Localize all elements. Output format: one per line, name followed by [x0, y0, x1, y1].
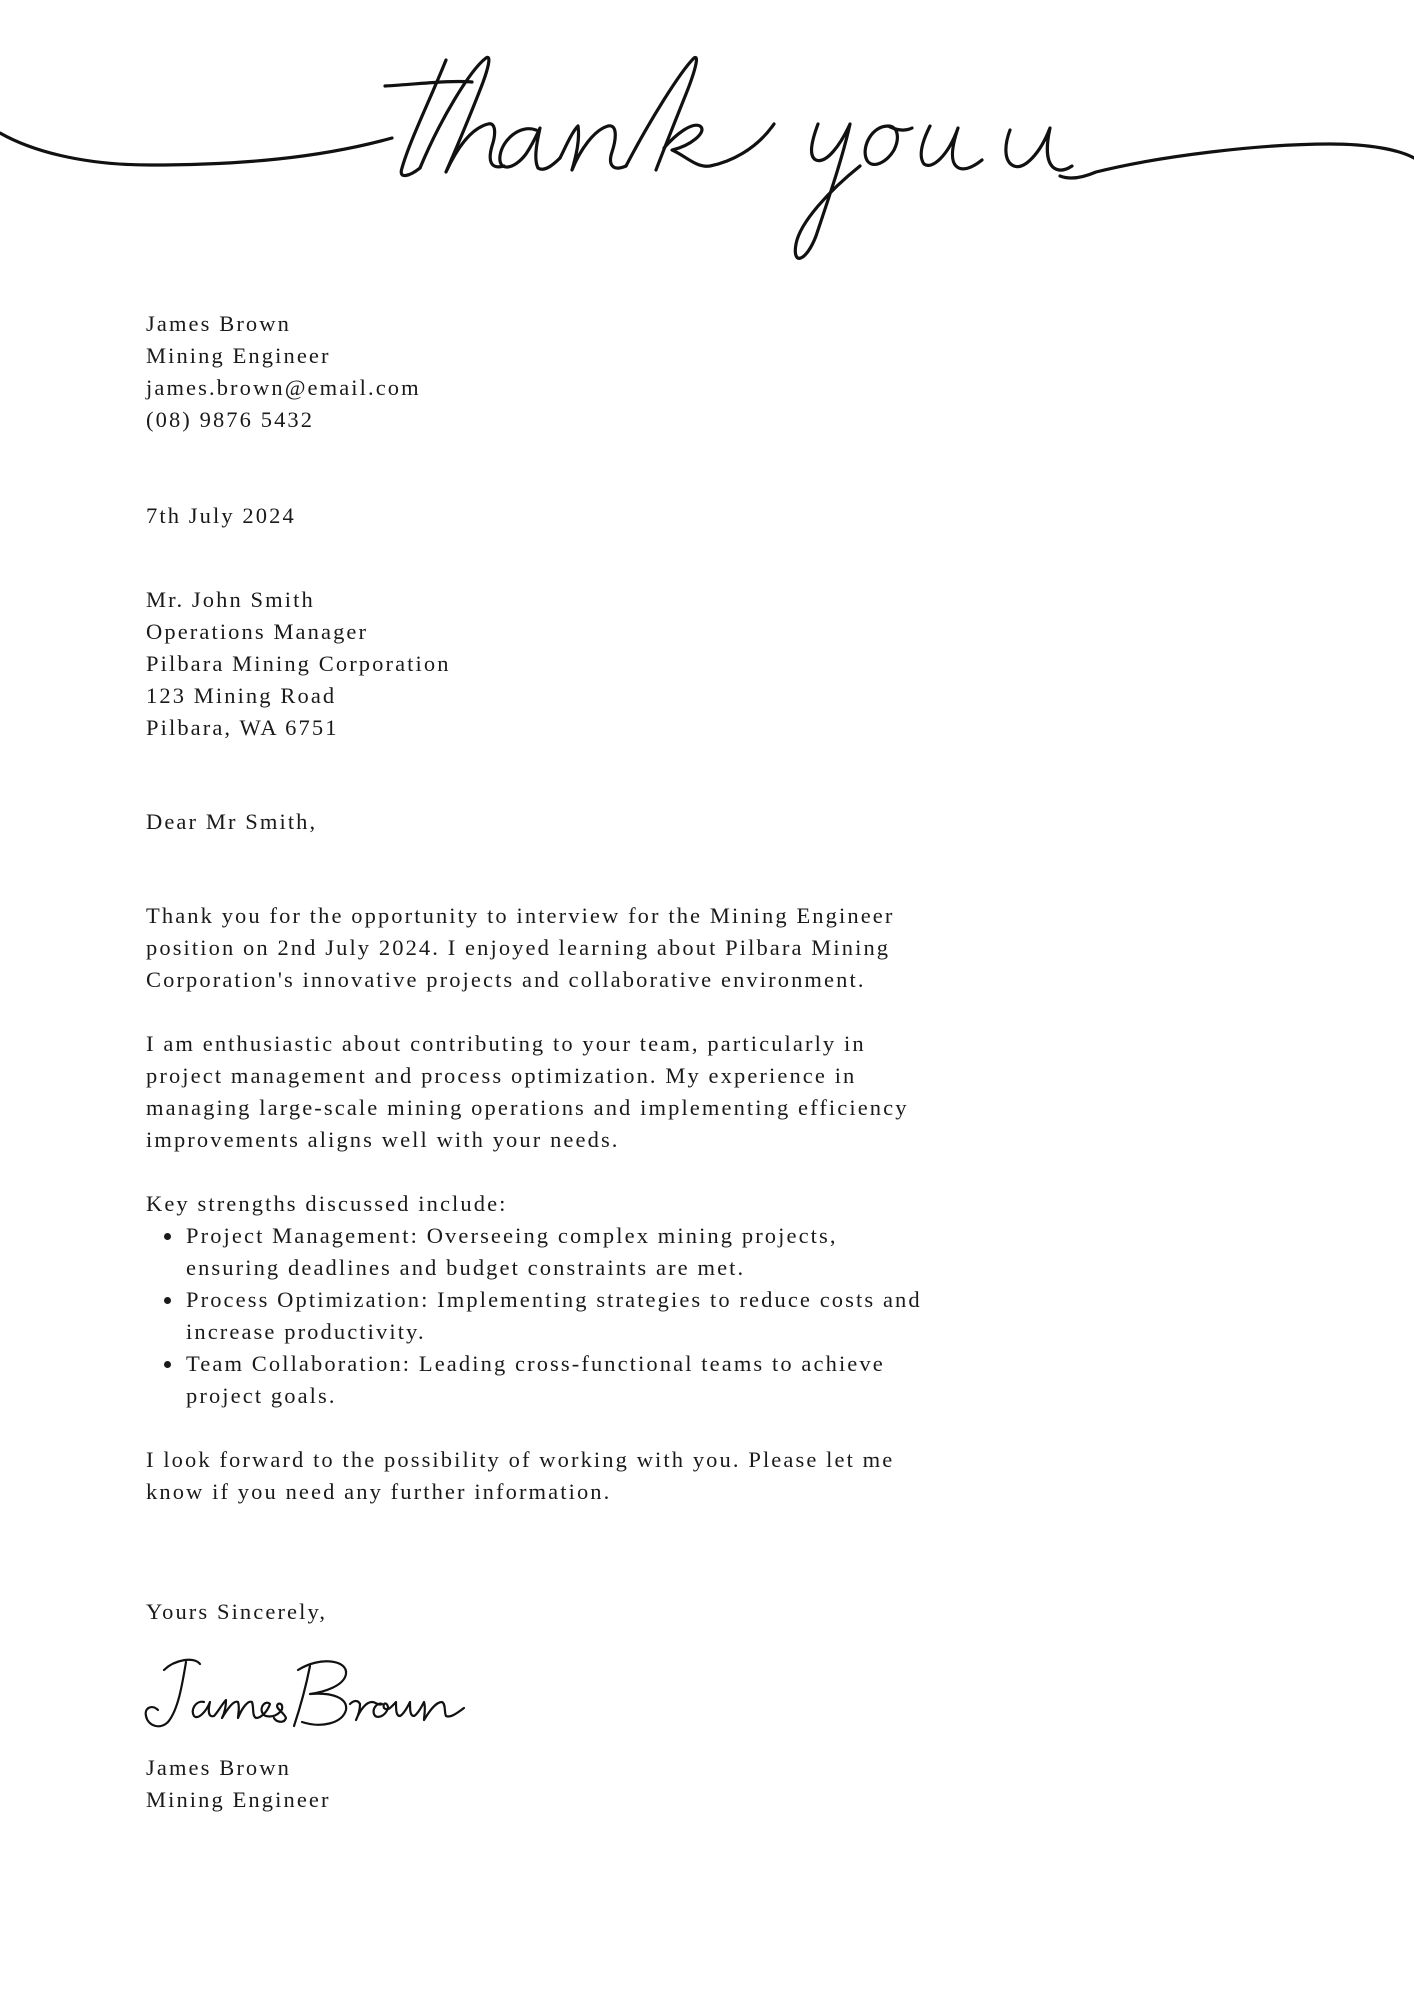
recipient-city: Pilbara, WA 6751 — [146, 715, 339, 740]
paragraph-3 — [146, 1444, 1026, 1508]
paragraph-line: position on 2nd July 2024. I enjoyed learning about Pilbara Mining — [146, 935, 891, 960]
sender-name: James Brown — [146, 311, 291, 336]
recipient-name: Mr. John Smith — [146, 587, 315, 612]
list-item — [186, 1284, 1026, 1348]
recipient-company: Pilbara Mining Corporation — [146, 651, 451, 676]
strengths-list — [146, 1220, 1026, 1412]
list-item-line: project goals. — [186, 1383, 337, 1408]
list-item-line: ensuring deadlines and budget constraints are met. — [186, 1255, 746, 1280]
list-item — [186, 1348, 1026, 1412]
paragraph-line: I am enthusiastic about contributing to your team, particularly in — [146, 1031, 866, 1056]
salutation: Dear Mr Smith, — [146, 809, 318, 834]
signer-title: Mining Engineer — [146, 1787, 331, 1812]
recipient-title: Operations Manager — [146, 619, 369, 644]
paragraph-line: I look forward to the possibility of working with you. Please let me — [146, 1447, 895, 1472]
signer-name: James Brown — [146, 1755, 291, 1780]
thank-you-script-artwork — [0, 0, 1414, 290]
paragraph-line: managing large-scale mining operations and implementing efficiency — [146, 1095, 909, 1120]
recipient-block — [146, 584, 1026, 744]
paragraph-2 — [146, 1028, 1026, 1156]
strengths-intro: Key strengths discussed include: — [146, 1191, 508, 1216]
paragraph-line: Corporation's innovative projects and collaborative environment. — [146, 967, 866, 992]
list-item-line: increase productivity. — [186, 1319, 426, 1344]
paragraph-line: improvements aligns well with your needs. — [146, 1127, 620, 1152]
sender-title: Mining Engineer — [146, 343, 331, 368]
list-item-line: Team Collaboration: Leading cross-functional teams to achieve — [186, 1351, 885, 1376]
letter-date: 7th July 2024 — [146, 503, 296, 528]
sender-email: james.brown@email.com — [146, 375, 421, 400]
list-item-line: Process Optimization: Implementing strategies to reduce costs and — [186, 1287, 922, 1312]
sender-phone: (08) 9876 5432 — [146, 407, 315, 432]
recipient-street: 123 Mining Road — [146, 683, 337, 708]
letter-body — [146, 308, 1026, 1816]
paragraph-line: know if you need any further information. — [146, 1479, 612, 1504]
paragraph-1 — [146, 900, 1026, 996]
signer-block — [146, 1752, 1026, 1816]
closing: Yours Sincerely, — [146, 1599, 328, 1624]
sender-block — [146, 308, 1026, 436]
signature-artwork — [134, 1646, 494, 1746]
handwritten-signature — [134, 1646, 494, 1746]
paragraph-line: Thank you for the opportunity to interview for the Mining Engineer — [146, 903, 895, 928]
thank-you-header — [0, 0, 1414, 290]
list-item — [186, 1220, 1026, 1284]
paragraph-line: project management and process optimization. My experience in — [146, 1063, 857, 1088]
letter-body-text — [146, 900, 1026, 1508]
list-item-line: Project Management: Overseeing complex mining projects, — [186, 1223, 838, 1248]
